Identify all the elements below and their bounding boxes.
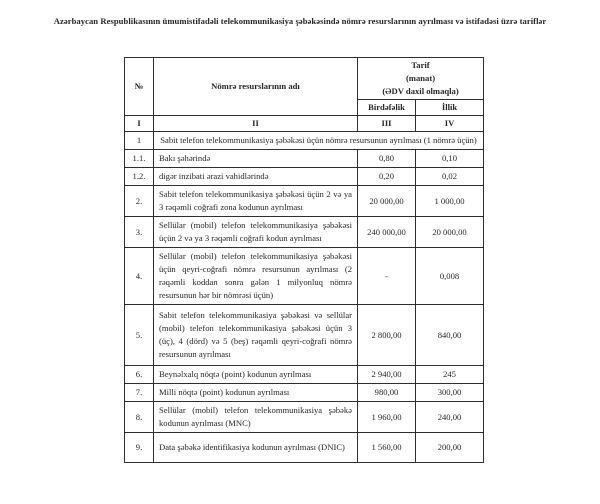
one-time-tariff-value: 2 800,00 [358,305,416,366]
header-row-main [125,58,484,100]
row-number: 1.1. [125,150,154,168]
header-cell-resource-name: Nömrə resurslarının adı [154,58,358,116]
one-time-tariff-value: 240 000,00 [358,217,416,248]
resource-name: Sellülar (mobil) telefon telekommunikasiya şəbəkəsi üçün 2 və ya 3 rəqəmli coğrafi kodun ayrılması [154,217,358,248]
table-row [125,132,484,150]
resource-name: Bakı şəhərində [154,150,358,168]
table-header [125,58,484,132]
one-time-tariff-value: - [358,248,416,305]
annual-tariff-value: 20 000,00 [416,217,484,248]
annual-tariff-value: 300,00 [416,384,484,402]
table-row [125,186,484,217]
tariff-currency: (manat) [405,73,436,83]
annual-tariff-value: 0,10 [416,150,484,168]
row-number: 9. [125,433,154,463]
resource-name: Sabit telefon telekommunikasiya şəbəkəsi üçün 2 və ya 3 rəqəmli coğrafi zona kodunun ayrılması [154,186,358,217]
table-row [125,366,484,384]
one-time-tariff-value: 1 960,00 [358,402,416,433]
one-time-tariff-value: 0,80 [358,150,416,168]
annual-tariff-value: 200,00 [416,433,484,463]
resource-name: Sellülar (mobil) telefon telekommunikasiya şəbəkə kodunun ayrılması (MNC) [154,402,358,433]
table-row [125,433,484,463]
table-body [125,132,484,463]
row-number: 1.2. [125,168,154,186]
table-row [125,150,484,168]
annual-tariff-value: 1 000,00 [416,186,484,217]
table-row [125,217,484,248]
header-cell-tariff [358,58,484,100]
header-cell-one-time: Birdəfəlik [358,100,416,116]
resource-name: Milli nöqtə (point) kodunun ayrılması [154,384,358,402]
roman-numeral-II: II [154,116,358,132]
roman-numeral-I: I [125,116,154,132]
roman-numeral-IV: IV [416,116,484,132]
one-time-tariff-value: 20 000,00 [358,186,416,217]
row-number: 1 [125,132,154,150]
row-number: 3. [125,217,154,248]
header-row-roman [125,116,484,132]
table-row [125,384,484,402]
resource-name: digər inzibati ərazi vahidlərində [154,168,358,186]
document-title: Azərbaycan Respublikasının ümumistifadəli telekommunikasiya şəbəkəsində nömrə resurslarının ayrılması və istifadəsi üzrə tariflər [53,16,547,26]
resource-name: Sellülar (mobil) telefon telekommunikasiya şəbəkəsi üçün qeyri-coğrafi nömrə resursunun ayrılması (2 rəqəmli koddan sonra gələn 1 milyonluq nömrə resursunun hər bir nömrəsi üçün) [154,248,358,305]
row-number: 2. [125,186,154,217]
resource-name: Sabit telefon telekommunikasiya şəbəkəsi və sellülar (mobil) telefon telekommunikasiya şəbəkəsi üçün 3 (üç), 4 (dörd) və 5 (beş) rəqəmli qeyri-coğrafi nömrə resursunun ayrılması [154,305,358,366]
tariff-vat-note: (ƏDV daxil olmaqla) [382,86,459,96]
annual-tariff-value: 0,02 [416,168,484,186]
table-row [125,402,484,433]
annual-tariff-value: 0,008 [416,248,484,305]
table-row [125,248,484,305]
resource-name: Data şəbəkə identifikasiya kodunun ayrılması (DNIC) [154,433,358,463]
one-time-tariff-value: 980,00 [358,384,416,402]
tariff-table [124,57,484,463]
resource-name: Sabit telefon telekommunikasiya şəbəkəsi üçün nömrə resursunun ayrılması (1 nömrə üçün) [154,132,484,150]
roman-numeral-III: III [358,116,416,132]
header-cell-number: № [125,58,154,116]
header-cell-annual: İllik [416,100,484,116]
one-time-tariff-value: 2 940,00 [358,366,416,384]
row-number: 6. [125,366,154,384]
row-number: 7. [125,384,154,402]
annual-tariff-value: 245 [416,366,484,384]
table-row [125,305,484,366]
tariff-label: Tarif [411,60,430,70]
one-time-tariff-value: 0,20 [358,168,416,186]
resource-name: Beynəlxalq nöqtə (point) kodunun ayrılması [154,366,358,384]
table-row [125,168,484,186]
annual-tariff-value: 240,00 [416,402,484,433]
annual-tariff-value: 840,00 [416,305,484,366]
row-number: 8. [125,402,154,433]
row-number: 4. [125,248,154,305]
one-time-tariff-value: 1 560,00 [358,433,416,463]
row-number: 5. [125,305,154,366]
